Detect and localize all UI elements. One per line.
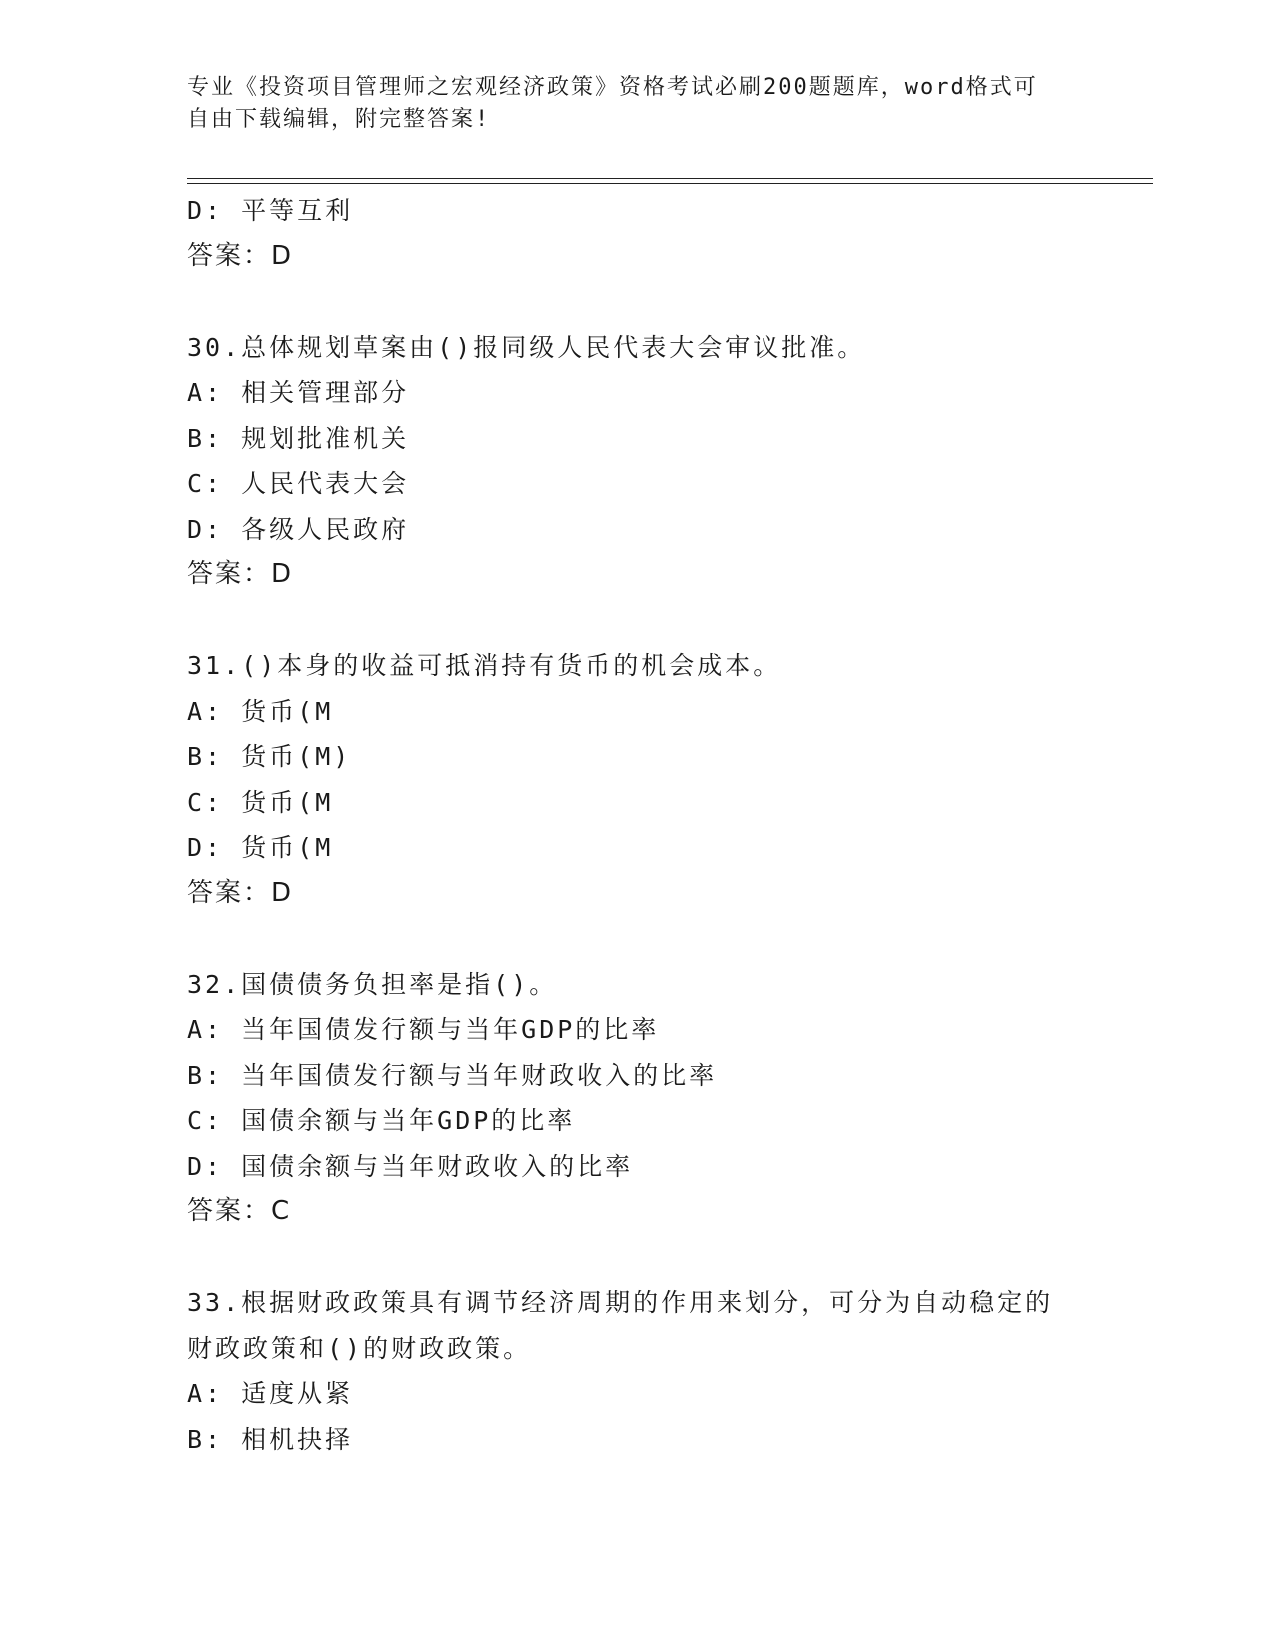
option-d: D: 国债余额与当年财政收入的比率	[187, 1151, 634, 1181]
option-c: C: 货币(M	[187, 787, 334, 817]
option-a: A: 货币(M	[187, 696, 334, 726]
spacer	[187, 279, 1107, 325]
answer: 答案：D	[187, 877, 294, 908]
carryover-option-d: D: 平等互利	[187, 196, 354, 225]
option-a: A: 适度从紧	[187, 1379, 354, 1408]
option-d: D: 各级人民政府	[187, 514, 410, 544]
question-33	[187, 1280, 1107, 1462]
answer: 答案：C	[187, 1196, 292, 1226]
question-32	[187, 962, 1107, 1235]
question-stem: 31.()本身的收益可抵消持有货币的机会成本。	[187, 651, 782, 680]
document-header	[187, 72, 1067, 136]
question-31	[187, 643, 1107, 916]
question-stem-line-1: 33.根据财政政策具有调节经济周期的作用来划分，可分为自动稳定的	[187, 1288, 1054, 1317]
option-b: B: 规划批准机关	[187, 423, 410, 453]
carryover-answer: 答案：D	[187, 240, 294, 271]
option-b: B: 货币(M)	[187, 742, 352, 771]
spacer	[187, 916, 1107, 962]
header-rule-top	[187, 178, 1153, 179]
option-a: A: 当年国债发行额与当年GDP的比率	[187, 1015, 660, 1044]
header-rule-bottom	[187, 183, 1153, 184]
spacer	[187, 1235, 1107, 1281]
option-b: B: 相机抉择	[187, 1424, 354, 1454]
option-c: C: 人民代表大会	[187, 469, 410, 498]
option-d: D: 货币(M	[187, 833, 334, 862]
header-line-2: 自由下载编辑，附完整答案!	[187, 107, 491, 132]
question-stem: 32.国债债务负担率是指()。	[187, 969, 558, 999]
question-30	[187, 325, 1107, 598]
question-stem: 30.总体规划草案由()报同级人民代表大会审议批准。	[187, 332, 866, 362]
option-c: C: 国债余额与当年GDP的比率	[187, 1106, 576, 1135]
option-b: B: 当年国债发行额与当年财政收入的比率	[187, 1060, 718, 1090]
option-a: A: 相关管理部分	[187, 378, 410, 407]
answer: 答案：D	[187, 559, 294, 589]
document-body	[187, 188, 1107, 1462]
header-line-1: 专业《投资项目管理师之宏观经济政策》资格考试必刷200题题库，word格式可	[187, 75, 1038, 100]
question-stem-line-2: 财政政策和()的财政政策。	[187, 1333, 532, 1363]
spacer	[187, 598, 1107, 644]
